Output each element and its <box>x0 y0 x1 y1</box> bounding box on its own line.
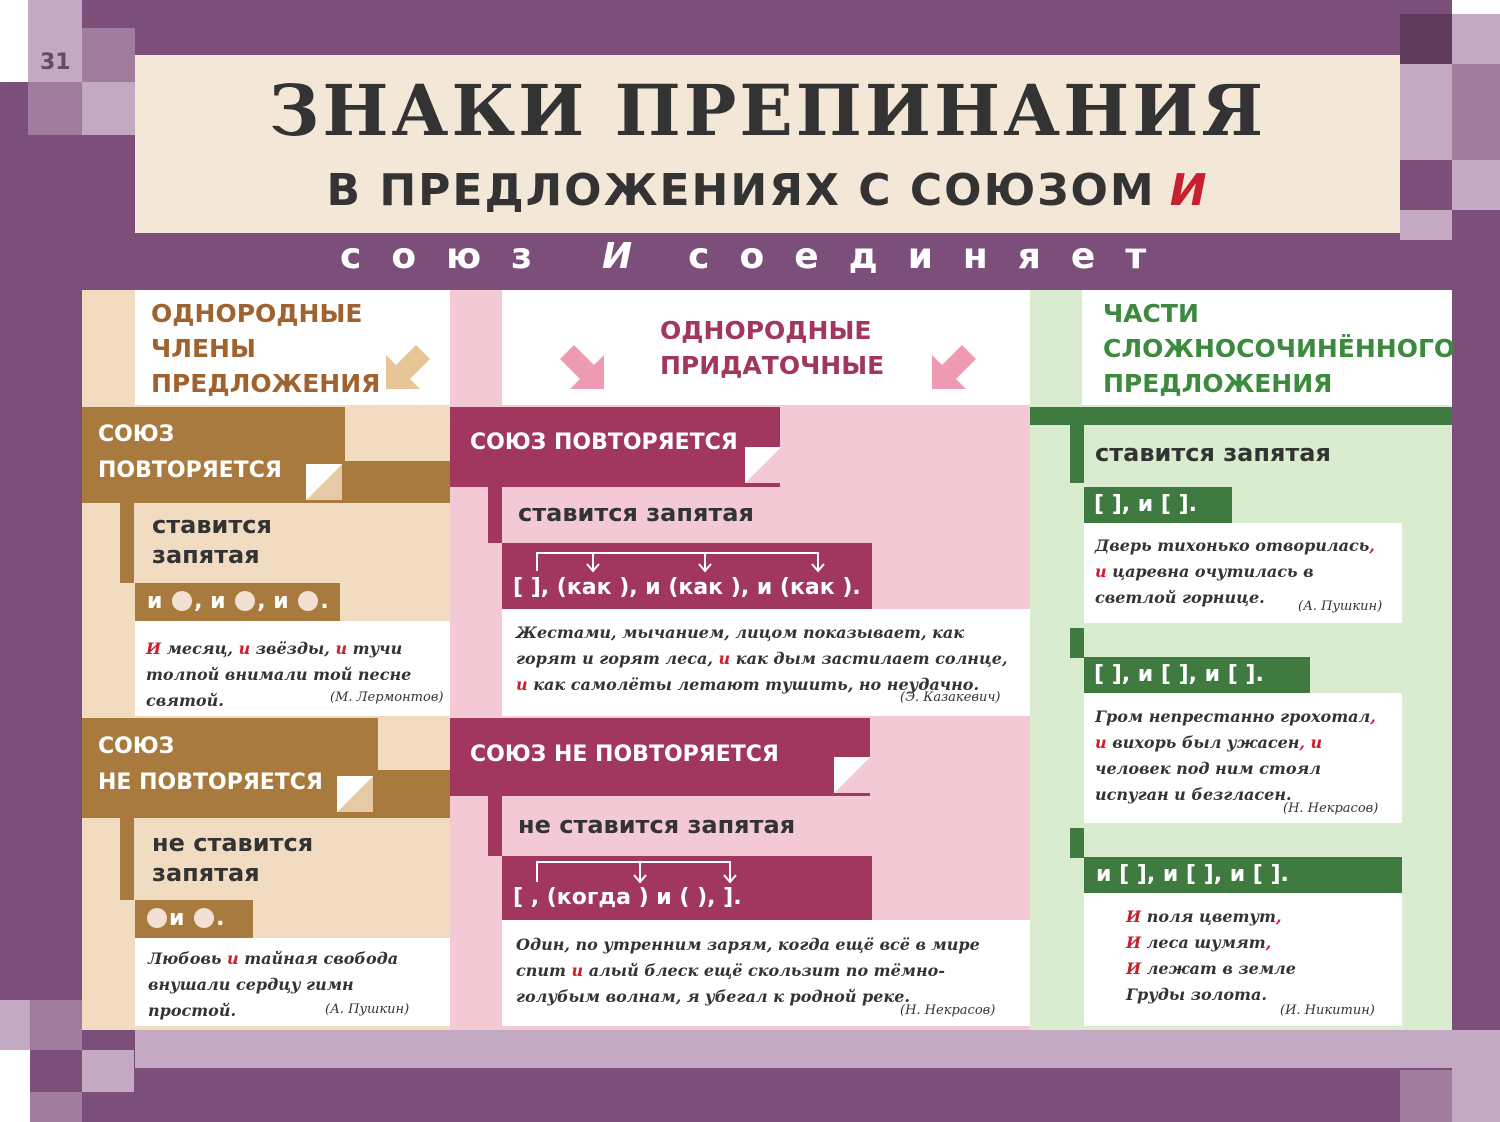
col3-author3: (И. Никитин) <box>1280 1003 1375 1018</box>
corner-fold <box>337 776 373 812</box>
member-circle-icon <box>172 591 192 611</box>
col1-repeats-scheme: и , и , и . <box>135 583 340 621</box>
col1-not-rule-line2: запятая <box>152 859 260 887</box>
col2-repeats-example: Жестами, мычанием, лицом показывает, как горят и горят леса, и как дым застилает солнце, и как самолёты летают тушить, но неудачно. <box>516 623 1008 694</box>
col1-title <box>151 296 380 401</box>
col1-repeats-label <box>98 417 282 489</box>
col1-not-label-line2: НЕ ПОВТОРЯЕТСЯ <box>98 770 323 795</box>
arrow-down-left-icon <box>928 345 976 393</box>
col2-title-line2: ПРИДАТОЧНЫЕ <box>660 351 885 380</box>
col2-not-rule: не ставится запятая <box>518 811 796 839</box>
member-circle-icon <box>194 908 214 928</box>
col2-not-label: СОЮЗ НЕ ПОВТОРЯЕТСЯ <box>470 742 779 767</box>
col1-repeats-label-line2: ПОВТОРЯЕТСЯ <box>98 458 282 483</box>
poem-line: И леса шумят, <box>1126 933 1272 952</box>
col2-repeats-scheme: [ ], (как ), и (как ), и (как ). <box>513 575 861 600</box>
arrow-down-right-icon <box>560 345 608 393</box>
col3-scheme1: [ ], и [ ]. <box>1084 487 1232 523</box>
poem-line: Груды золота. <box>1126 985 1267 1004</box>
col2-repeats-rule: ставится запятая <box>518 499 754 527</box>
title-box <box>135 55 1400 233</box>
checker-top-right <box>1400 0 1500 290</box>
member-circle-icon <box>235 591 255 611</box>
col3-rule: ставится запятая <box>1095 439 1331 467</box>
col2-title <box>660 313 884 383</box>
col3-example1: Дверь тихонько отворилась, и царевна очутилась в светлой горнице. <box>1095 536 1375 607</box>
col2-repeats-label: СОЮЗ ПОВТОРЯЕТСЯ <box>470 430 738 455</box>
col3-example2: Гром непрестанно грохотал, и вихорь был ужасен, и человек под ним стоял испуган и безгласен. <box>1095 707 1376 804</box>
corner-fold <box>834 757 870 793</box>
col2-not-example: Один, по утренним зарям, когда ещё всё в мире спит и алый блеск ещё скользит по тёмно-голубым волнам, я убегал к родной реке. <box>516 935 980 1006</box>
col1-not-label-line1: СОЮЗ <box>98 734 175 759</box>
col1-not-label <box>98 729 323 801</box>
member-circle-icon <box>298 591 318 611</box>
col3-author1: (А. Пушкин) <box>1298 599 1383 614</box>
title-sub <box>135 165 1400 216</box>
scheme-arrows-icon <box>525 858 745 884</box>
page-number: 31 <box>40 50 71 75</box>
member-circle-icon <box>147 908 167 928</box>
col3-example3 <box>1126 904 1366 1008</box>
corner-fold <box>306 464 342 500</box>
col1-repeats-label-line1: СОЮЗ <box>98 422 175 447</box>
connects-conj: И <box>602 236 633 277</box>
frame-left <box>0 0 82 1122</box>
col1-title-line1: ОДНОРОДНЫЕ <box>151 299 363 328</box>
poem-line: И лежат в земле <box>1126 959 1296 978</box>
corner-fold <box>745 447 781 483</box>
connects-before: союз <box>340 236 562 277</box>
col1-repeats-rule-line1: ставится <box>152 511 272 539</box>
connects-after: соединяет <box>688 236 1177 277</box>
col3-scheme2: [ ], и [ ], и [ ]. <box>1084 657 1310 693</box>
col3-author2: (Н. Некрасов) <box>1283 801 1379 816</box>
col1-repeats-author: (М. Лермонтов) <box>330 690 444 705</box>
col3-divider <box>1070 828 1084 858</box>
col3-title-line3: ПРЕДЛОЖЕНИЯ <box>1103 369 1333 398</box>
col2-not-scheme: [ , (когда ) и ( ), ]. <box>513 885 742 910</box>
col3-divider <box>1070 628 1084 658</box>
col1-repeats-example: И месяц, и звёзды, и тучи толпой внимали той песне святой. <box>146 639 412 710</box>
col1-repeats-rule-line2: запятая <box>152 541 260 569</box>
title-sub-accent: И <box>1169 165 1209 216</box>
poem-line: И поля цветут, <box>1126 907 1282 926</box>
col1-not-rule <box>152 828 313 888</box>
col1-title-line2: ЧЛЕНЫ <box>151 334 256 363</box>
col2-not-author: (Н. Некрасов) <box>900 1003 996 1018</box>
scheme-arrows-icon <box>525 547 825 573</box>
title-main: ЗНАКИ ПРЕПИНАНИЯ <box>268 69 1267 152</box>
col3-title-line1: ЧАСТИ <box>1103 299 1199 328</box>
col3-scheme3: и [ ], и [ ], и [ ]. <box>1084 857 1402 893</box>
col2-title-line1: ОДНОРОДНЫЕ <box>660 316 872 345</box>
col1-not-rule-line1: не ставится <box>152 829 314 857</box>
col1-not-scheme: и . <box>135 900 253 938</box>
col1-not-author: (А. Пушкин) <box>325 1002 410 1017</box>
col1-not-example: Любовь и тайная свобода внушали сердцу гимн простой. <box>148 949 399 1020</box>
arrow-down-left-icon <box>382 345 430 393</box>
col3-green-bar <box>1030 407 1452 425</box>
col1-repeats-rule <box>152 510 272 570</box>
col3-title-line2: СЛОЖНОСОЧИНЁННОГО <box>1103 334 1456 363</box>
connects-line <box>340 236 1240 286</box>
col3-title <box>1103 296 1455 401</box>
col2-repeats-author: (Э. Казакевич) <box>900 690 1001 705</box>
bottom-strip <box>135 1030 1452 1068</box>
col1-title-line3: ПРЕДЛОЖЕНИЯ <box>151 369 381 398</box>
title-sub-text: В ПРЕДЛОЖЕНИЯХ С СОЮЗОМ <box>326 165 1156 216</box>
